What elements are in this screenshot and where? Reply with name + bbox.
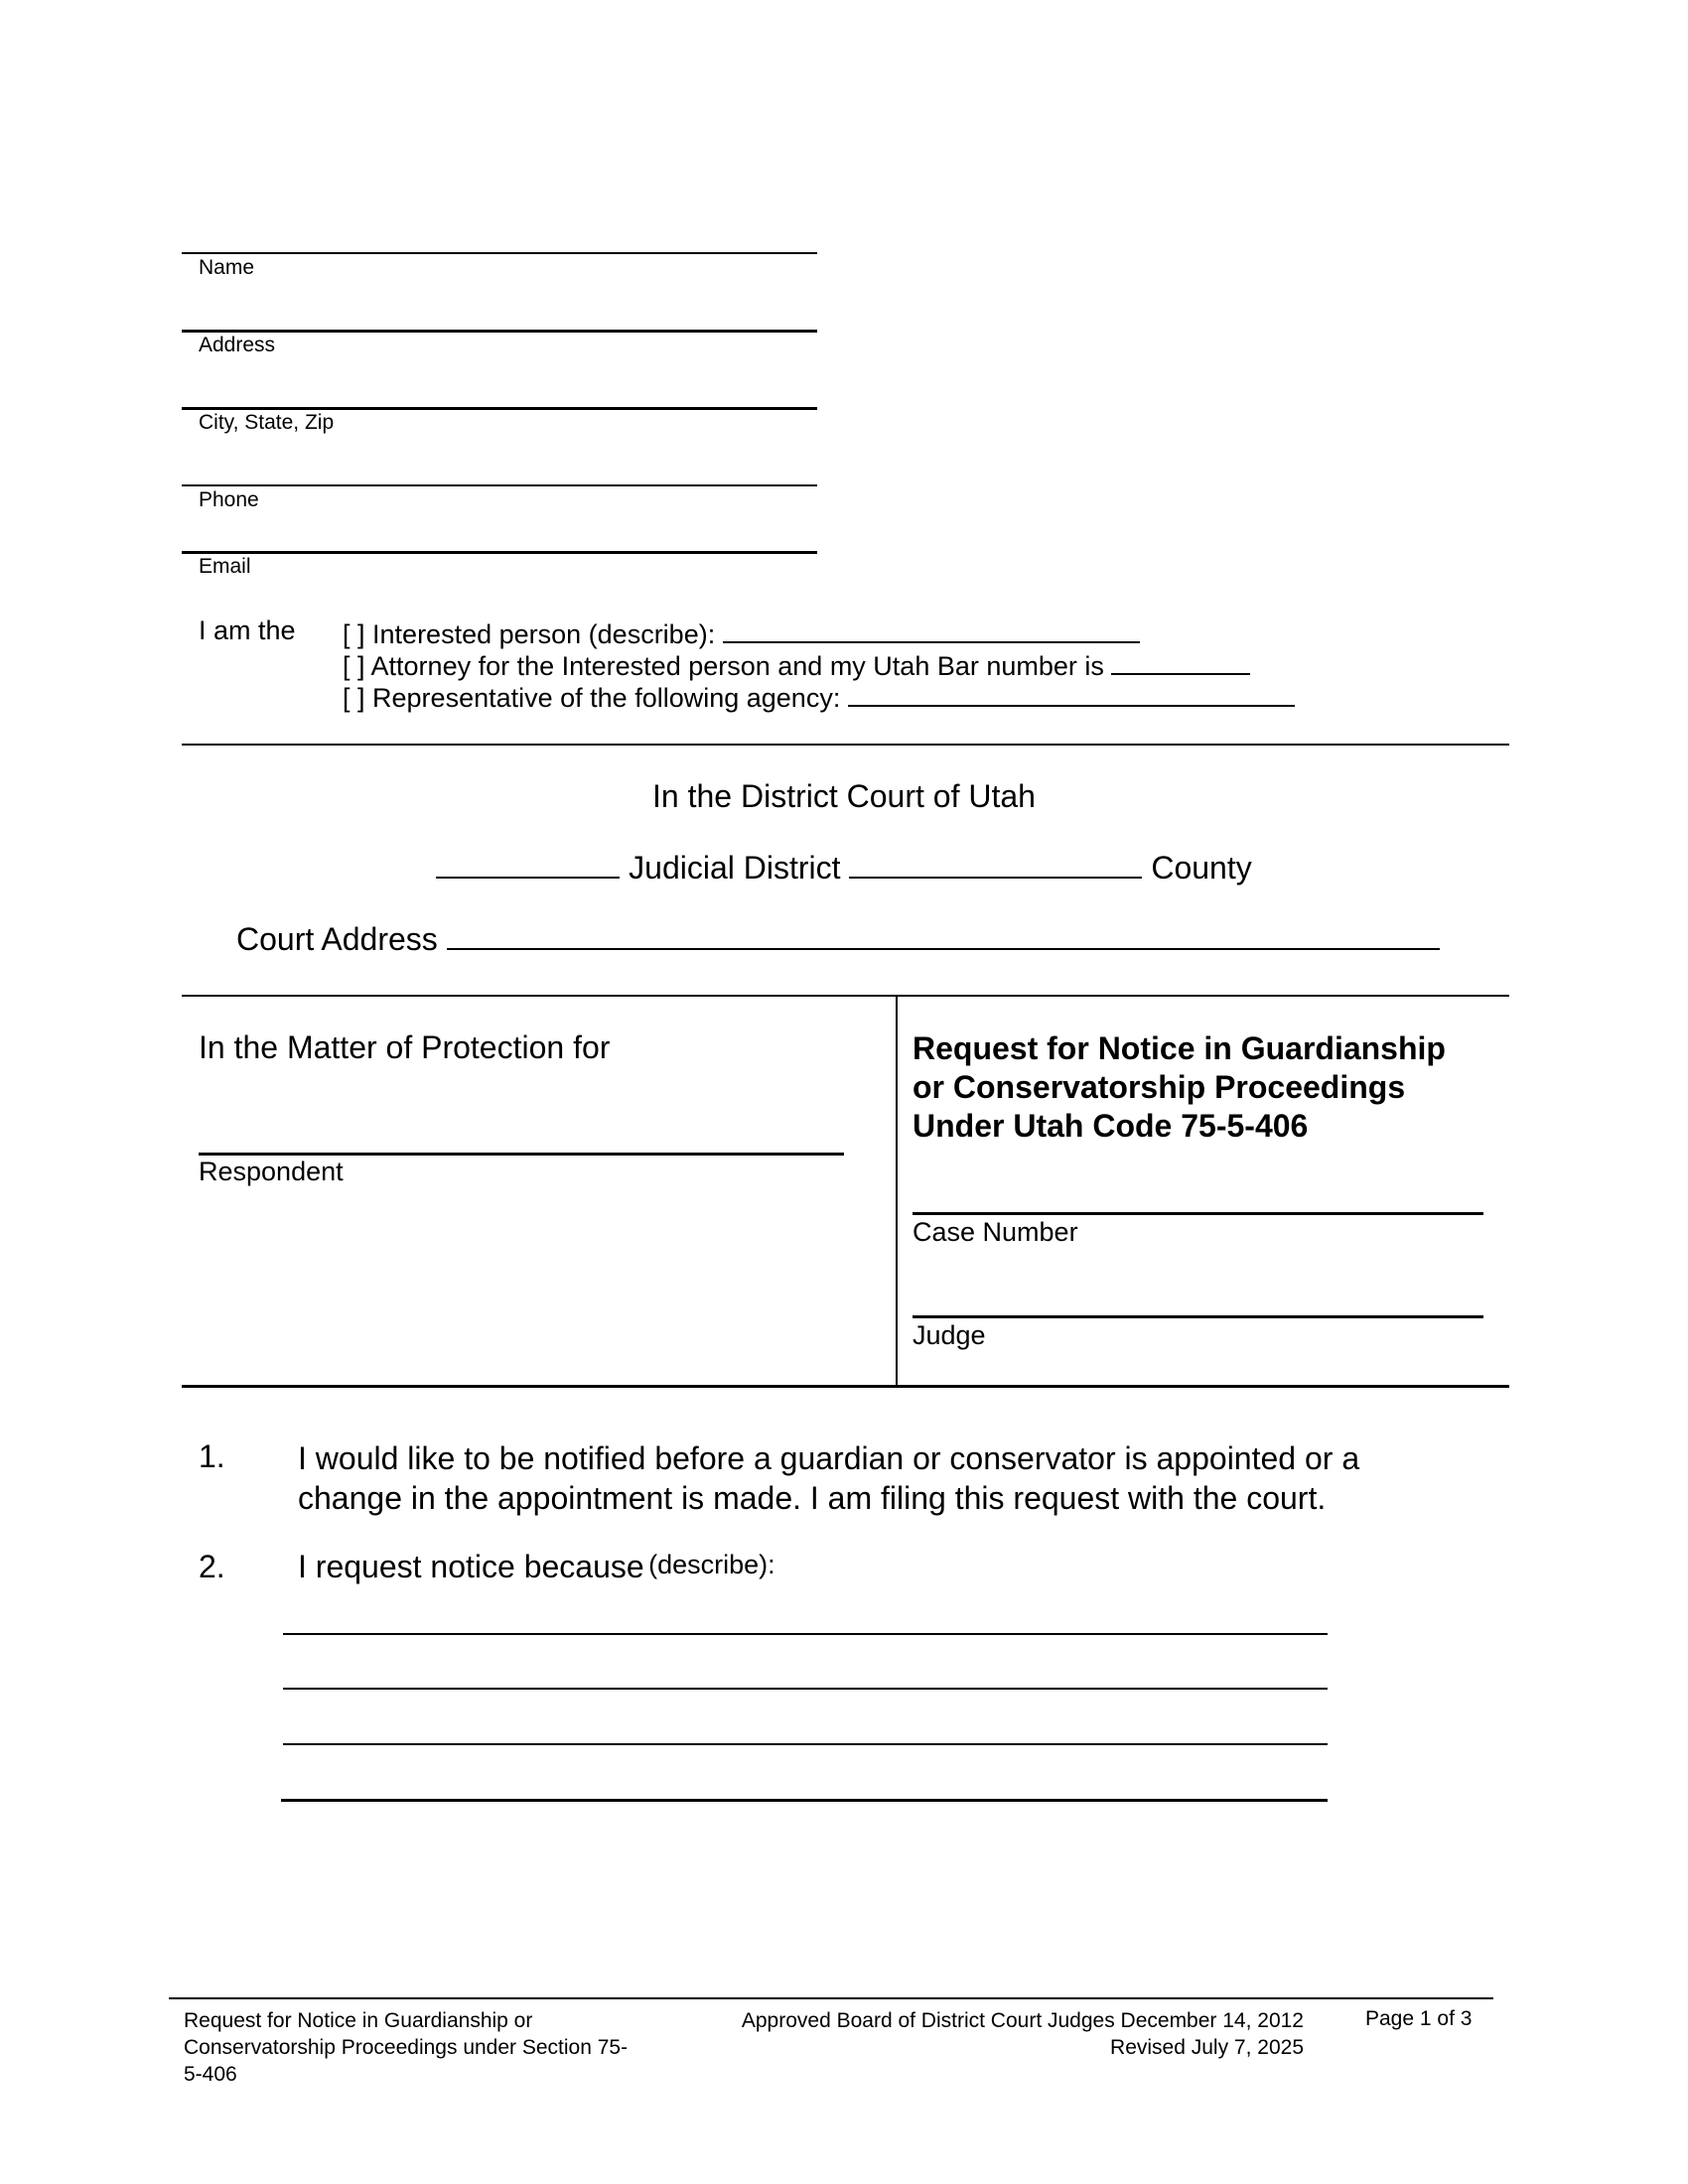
city-state-zip-line[interactable] bbox=[182, 407, 817, 410]
matter-label: In the Matter of Protection for bbox=[199, 1029, 611, 1065]
footer-line: Request for Notice in Guardianship or bbox=[184, 2009, 533, 2032]
role-option-interested bbox=[343, 615, 1140, 650]
court-title: In the District Court of Utah bbox=[652, 778, 1036, 814]
checkbox-interested[interactable]: [ ] bbox=[343, 619, 365, 649]
court-address-row bbox=[236, 921, 1440, 958]
footer-line: Conservatorship Proceedings under Section 75- bbox=[184, 2036, 629, 2059]
city-state-zip-label: City, State, Zip bbox=[199, 411, 335, 434]
item-2-colon: : bbox=[768, 1550, 775, 1579]
footer-line: Approved Board of District Court Judges December 14, 2012 bbox=[741, 2009, 1304, 2032]
role-option-label: Attorney for the Interested person and my Utah Bar number is bbox=[370, 651, 1104, 681]
role-option-label: Representative of the following agency: bbox=[372, 683, 841, 713]
phone-label: Phone bbox=[199, 488, 259, 511]
item-2-label: I request notice because bbox=[298, 1549, 644, 1584]
county-blank[interactable] bbox=[849, 851, 1142, 879]
item-1-line: change in the appointment is made. I am filing this request with the court. bbox=[298, 1480, 1327, 1516]
district-number-blank[interactable] bbox=[436, 851, 620, 879]
judge-label: Judge bbox=[913, 1320, 986, 1350]
county-label: County bbox=[1151, 850, 1252, 886]
reason-line[interactable] bbox=[283, 1743, 1328, 1745]
form-title-line: or Conservatorship Proceedings bbox=[913, 1069, 1406, 1105]
bar-number-blank[interactable] bbox=[1111, 647, 1250, 675]
judge-line[interactable] bbox=[913, 1315, 1483, 1318]
role-option-attorney bbox=[343, 647, 1250, 682]
item-1-line: I would like to be notified before a guardian or conservator is appointed or a bbox=[298, 1440, 1360, 1476]
email-line[interactable] bbox=[182, 551, 817, 554]
item-1-number: 1. bbox=[199, 1438, 225, 1474]
form-title-line: Request for Notice in Guardianship bbox=[913, 1030, 1446, 1066]
caption-bottom-border bbox=[182, 1385, 1509, 1388]
agency-blank[interactable] bbox=[848, 679, 1295, 707]
reason-line[interactable] bbox=[283, 1633, 1328, 1635]
name-label: Name bbox=[199, 256, 255, 279]
item-2-hint: (describe) bbox=[648, 1550, 769, 1579]
role-option-label: Interested person (describe): bbox=[372, 619, 716, 649]
case-number-line[interactable] bbox=[913, 1212, 1483, 1215]
email-label: Email bbox=[199, 555, 251, 578]
court-address-label: Court Address bbox=[236, 921, 438, 957]
address-line[interactable] bbox=[182, 330, 817, 333]
judicial-district-label: Judicial District bbox=[629, 850, 841, 886]
role-option-representative bbox=[343, 679, 1295, 714]
item-2-text bbox=[298, 1549, 775, 1585]
checkbox-attorney[interactable]: [ ] bbox=[343, 651, 365, 681]
footer-approval bbox=[675, 2007, 1304, 2061]
name-line[interactable] bbox=[182, 252, 817, 254]
court-address-blank[interactable] bbox=[447, 922, 1440, 950]
phone-line[interactable] bbox=[182, 484, 817, 486]
respondent-name-line[interactable] bbox=[199, 1153, 844, 1156]
section-divider bbox=[182, 744, 1509, 746]
footer-form-name bbox=[184, 2007, 628, 2088]
item-2-number: 2. bbox=[199, 1549, 225, 1584]
caption-top-border bbox=[182, 995, 1509, 997]
item-1-text bbox=[298, 1438, 1359, 1518]
respondent-label: Respondent bbox=[199, 1157, 344, 1186]
interested-describe-blank[interactable] bbox=[723, 615, 1140, 643]
caption-divider bbox=[896, 995, 898, 1386]
case-number-label: Case Number bbox=[913, 1217, 1078, 1247]
reason-line[interactable] bbox=[283, 1688, 1328, 1690]
checkbox-representative[interactable]: [ ] bbox=[343, 683, 365, 713]
form-title bbox=[913, 1029, 1446, 1146]
role-lead: I am the bbox=[199, 615, 296, 645]
form-title-line: Under Utah Code 75-5-406 bbox=[913, 1108, 1309, 1144]
reason-line[interactable] bbox=[281, 1799, 1328, 1802]
page-number: Page 1 of 3 bbox=[1365, 2007, 1473, 2030]
footer-line: 5-406 bbox=[184, 2063, 237, 2086]
district-county-row bbox=[0, 850, 1688, 887]
footer-rule bbox=[169, 1997, 1493, 1999]
footer-line: Revised July 7, 2025 bbox=[1110, 2036, 1304, 2059]
address-label: Address bbox=[199, 334, 276, 356]
